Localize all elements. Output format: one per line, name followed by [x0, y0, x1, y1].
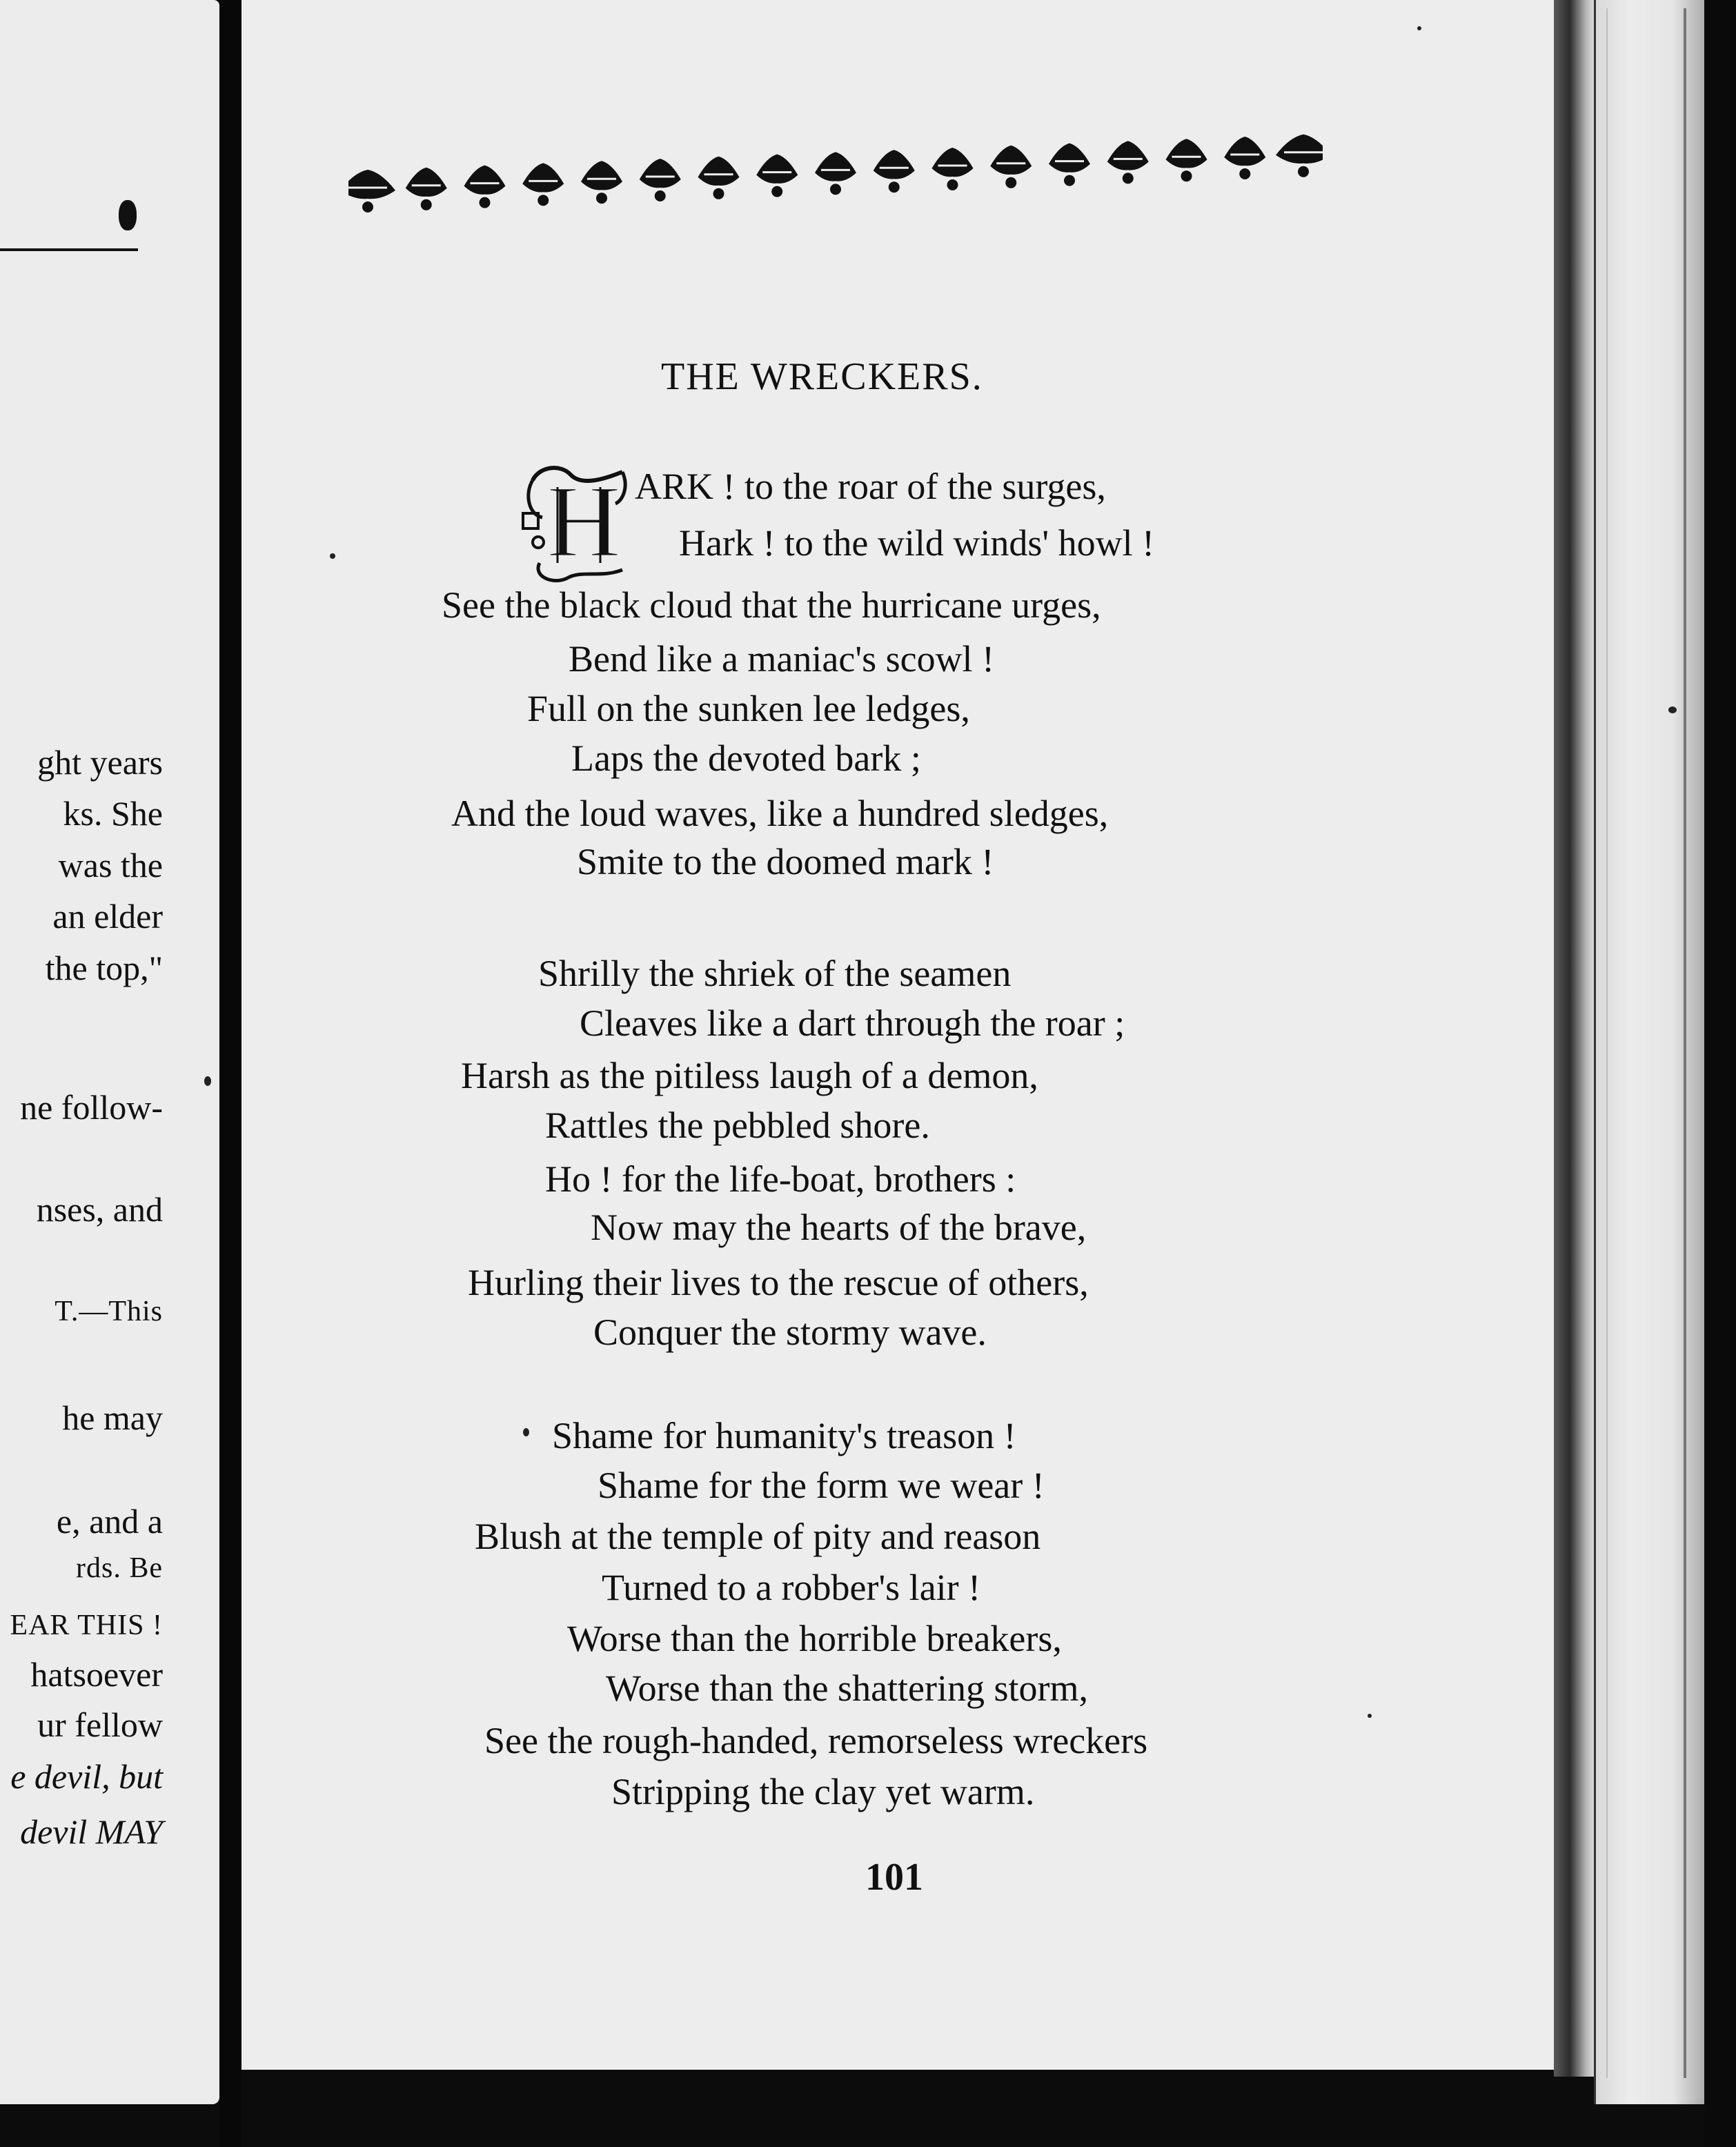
holly-berry-icon	[421, 199, 432, 210]
poem-line: See the black cloud that the hurricane urges,	[442, 584, 1101, 626]
holly-leaf-icon	[348, 170, 395, 199]
holly-leaf-icon	[1166, 139, 1207, 168]
holly-leaf-icon	[1049, 144, 1090, 172]
ink-speck	[523, 1428, 529, 1436]
poem-line: Rattles the pebbled shore.	[545, 1105, 930, 1146]
left-text-line: an elder	[52, 897, 163, 936]
poem-line: Worse than the shattering storm,	[606, 1668, 1088, 1709]
poem-line: Hurling their lives to the rescue of others,	[468, 1262, 1089, 1303]
left-text-line: ght years	[37, 743, 163, 782]
holly-berry-icon	[480, 197, 491, 208]
left-text-line: the top,"	[45, 949, 163, 987]
left-text-line: T.—This	[55, 1296, 163, 1327]
page-edge-lines	[1606, 8, 1686, 2078]
poem-line: Smite to the doomed mark !	[577, 841, 994, 882]
poem-line: Ho ! for the life-boat, brothers :	[545, 1158, 1016, 1200]
holly-berry-icon	[1239, 168, 1250, 179]
holly-berry-icon	[1123, 172, 1134, 184]
poem-line: See the rough-handed, remorseless wreckers	[484, 1720, 1148, 1761]
poem-line: Worse than the horrible breakers,	[567, 1618, 1062, 1659]
left-rule	[0, 248, 138, 251]
poem-line: Cleaves like a dart through the roar ;	[580, 1002, 1125, 1044]
dropcap-ornament	[519, 459, 636, 591]
svg-text:H: H	[546, 464, 622, 579]
left-text-line: devil MAY	[20, 1812, 163, 1851]
left-text-line: hatsoever	[30, 1655, 163, 1694]
poem-line: Bend like a maniac's scowl !	[569, 638, 995, 680]
holly-berry-icon	[596, 192, 607, 204]
holly-leaf-icon	[522, 163, 564, 192]
poem-line: Stripping the clay yet warm.	[611, 1771, 1035, 1812]
ink-speck	[1368, 1714, 1372, 1718]
holly-berry-icon	[947, 179, 958, 190]
holly-berry-icon	[830, 184, 841, 195]
poem-line: Conquer the stormy wave.	[593, 1312, 987, 1353]
ink-speck	[204, 1076, 211, 1086]
holly-leaf-icon	[640, 159, 681, 188]
poem-line: Shrilly the shriek of the seamen	[538, 953, 1012, 994]
holly-leaf-icon	[406, 168, 447, 197]
outer-background	[1704, 0, 1736, 2147]
holly-berry-icon	[889, 181, 900, 192]
ink-speck	[330, 553, 335, 559]
page-number: 101	[865, 1856, 923, 1899]
holly-berry-icon	[1005, 177, 1016, 188]
poem-line: Turned to a robber's lair !	[602, 1567, 981, 1608]
holly-berry-icon	[655, 190, 666, 201]
holly-berry-icon	[713, 188, 724, 199]
left-text-line: ur fellow	[37, 1705, 163, 1744]
poem-line: Blush at the temple of pity and reason	[475, 1516, 1041, 1557]
poem-line: ARK ! to the roar of the surges,	[635, 466, 1106, 507]
holly-berry-icon	[537, 195, 549, 206]
left-text-line: he may	[62, 1398, 163, 1437]
poem-line: Laps the devoted bark ;	[571, 738, 921, 779]
page-edge-shadow	[1554, 0, 1594, 2077]
poem-line: Shame for the form we wear !	[598, 1465, 1045, 1506]
holly-leaf-icon	[815, 152, 856, 181]
ink-speck	[1417, 26, 1421, 30]
left-text-line: ne follow-	[20, 1088, 163, 1127]
holly-leaf-icon	[1224, 137, 1265, 166]
holly-ornament-band	[348, 124, 1323, 228]
left-text-line: ks. She	[63, 794, 163, 833]
poem-line: Now may the hearts of the brave,	[591, 1207, 1087, 1248]
poem-line: Shame for humanity's treason !	[552, 1415, 1016, 1456]
left-text-line: e, and a	[56, 1502, 163, 1541]
left-text-line: nses, and	[36, 1190, 163, 1229]
holly-berry-icon	[771, 186, 782, 197]
poem-line: Hark ! to the wild winds' howl !	[679, 522, 1155, 564]
poem-line: Full on the sunken lee ledges,	[527, 688, 970, 729]
left-text-line: e devil, but	[10, 1757, 163, 1796]
poem-line: And the loud waves, like a hundred sledges,	[451, 793, 1109, 834]
ink-speck	[1668, 706, 1677, 713]
holly-berry-icon	[1064, 175, 1075, 186]
book-gutter	[219, 0, 241, 2147]
holly-berry-icon	[1181, 170, 1192, 181]
left-text-line: rds. Be	[76, 1552, 163, 1584]
left-text-line: EAR THIS !	[10, 1610, 163, 1641]
holly-berry-icon	[1298, 166, 1309, 177]
poem-title: THE WRECKERS.	[661, 355, 983, 398]
holly-leaf-icon	[581, 161, 622, 190]
holly-leaf-icon	[698, 157, 740, 186]
holly-berry-icon	[362, 201, 373, 212]
holly-leaf-icon	[1276, 135, 1323, 164]
poem-line: Harsh as the pitiless laugh of a demon,	[461, 1055, 1038, 1096]
holly-leaf-icon	[464, 166, 506, 195]
holly-leaf-icon	[932, 148, 974, 177]
left-page	[0, 0, 219, 2104]
left-text-line: was the	[58, 846, 163, 884]
ink-mark	[119, 200, 137, 230]
holly-leaf-icon	[756, 155, 798, 184]
holly-leaf-icon	[1107, 141, 1149, 170]
holly-leaf-icon	[874, 150, 915, 179]
holly-leaf-icon	[990, 146, 1032, 175]
